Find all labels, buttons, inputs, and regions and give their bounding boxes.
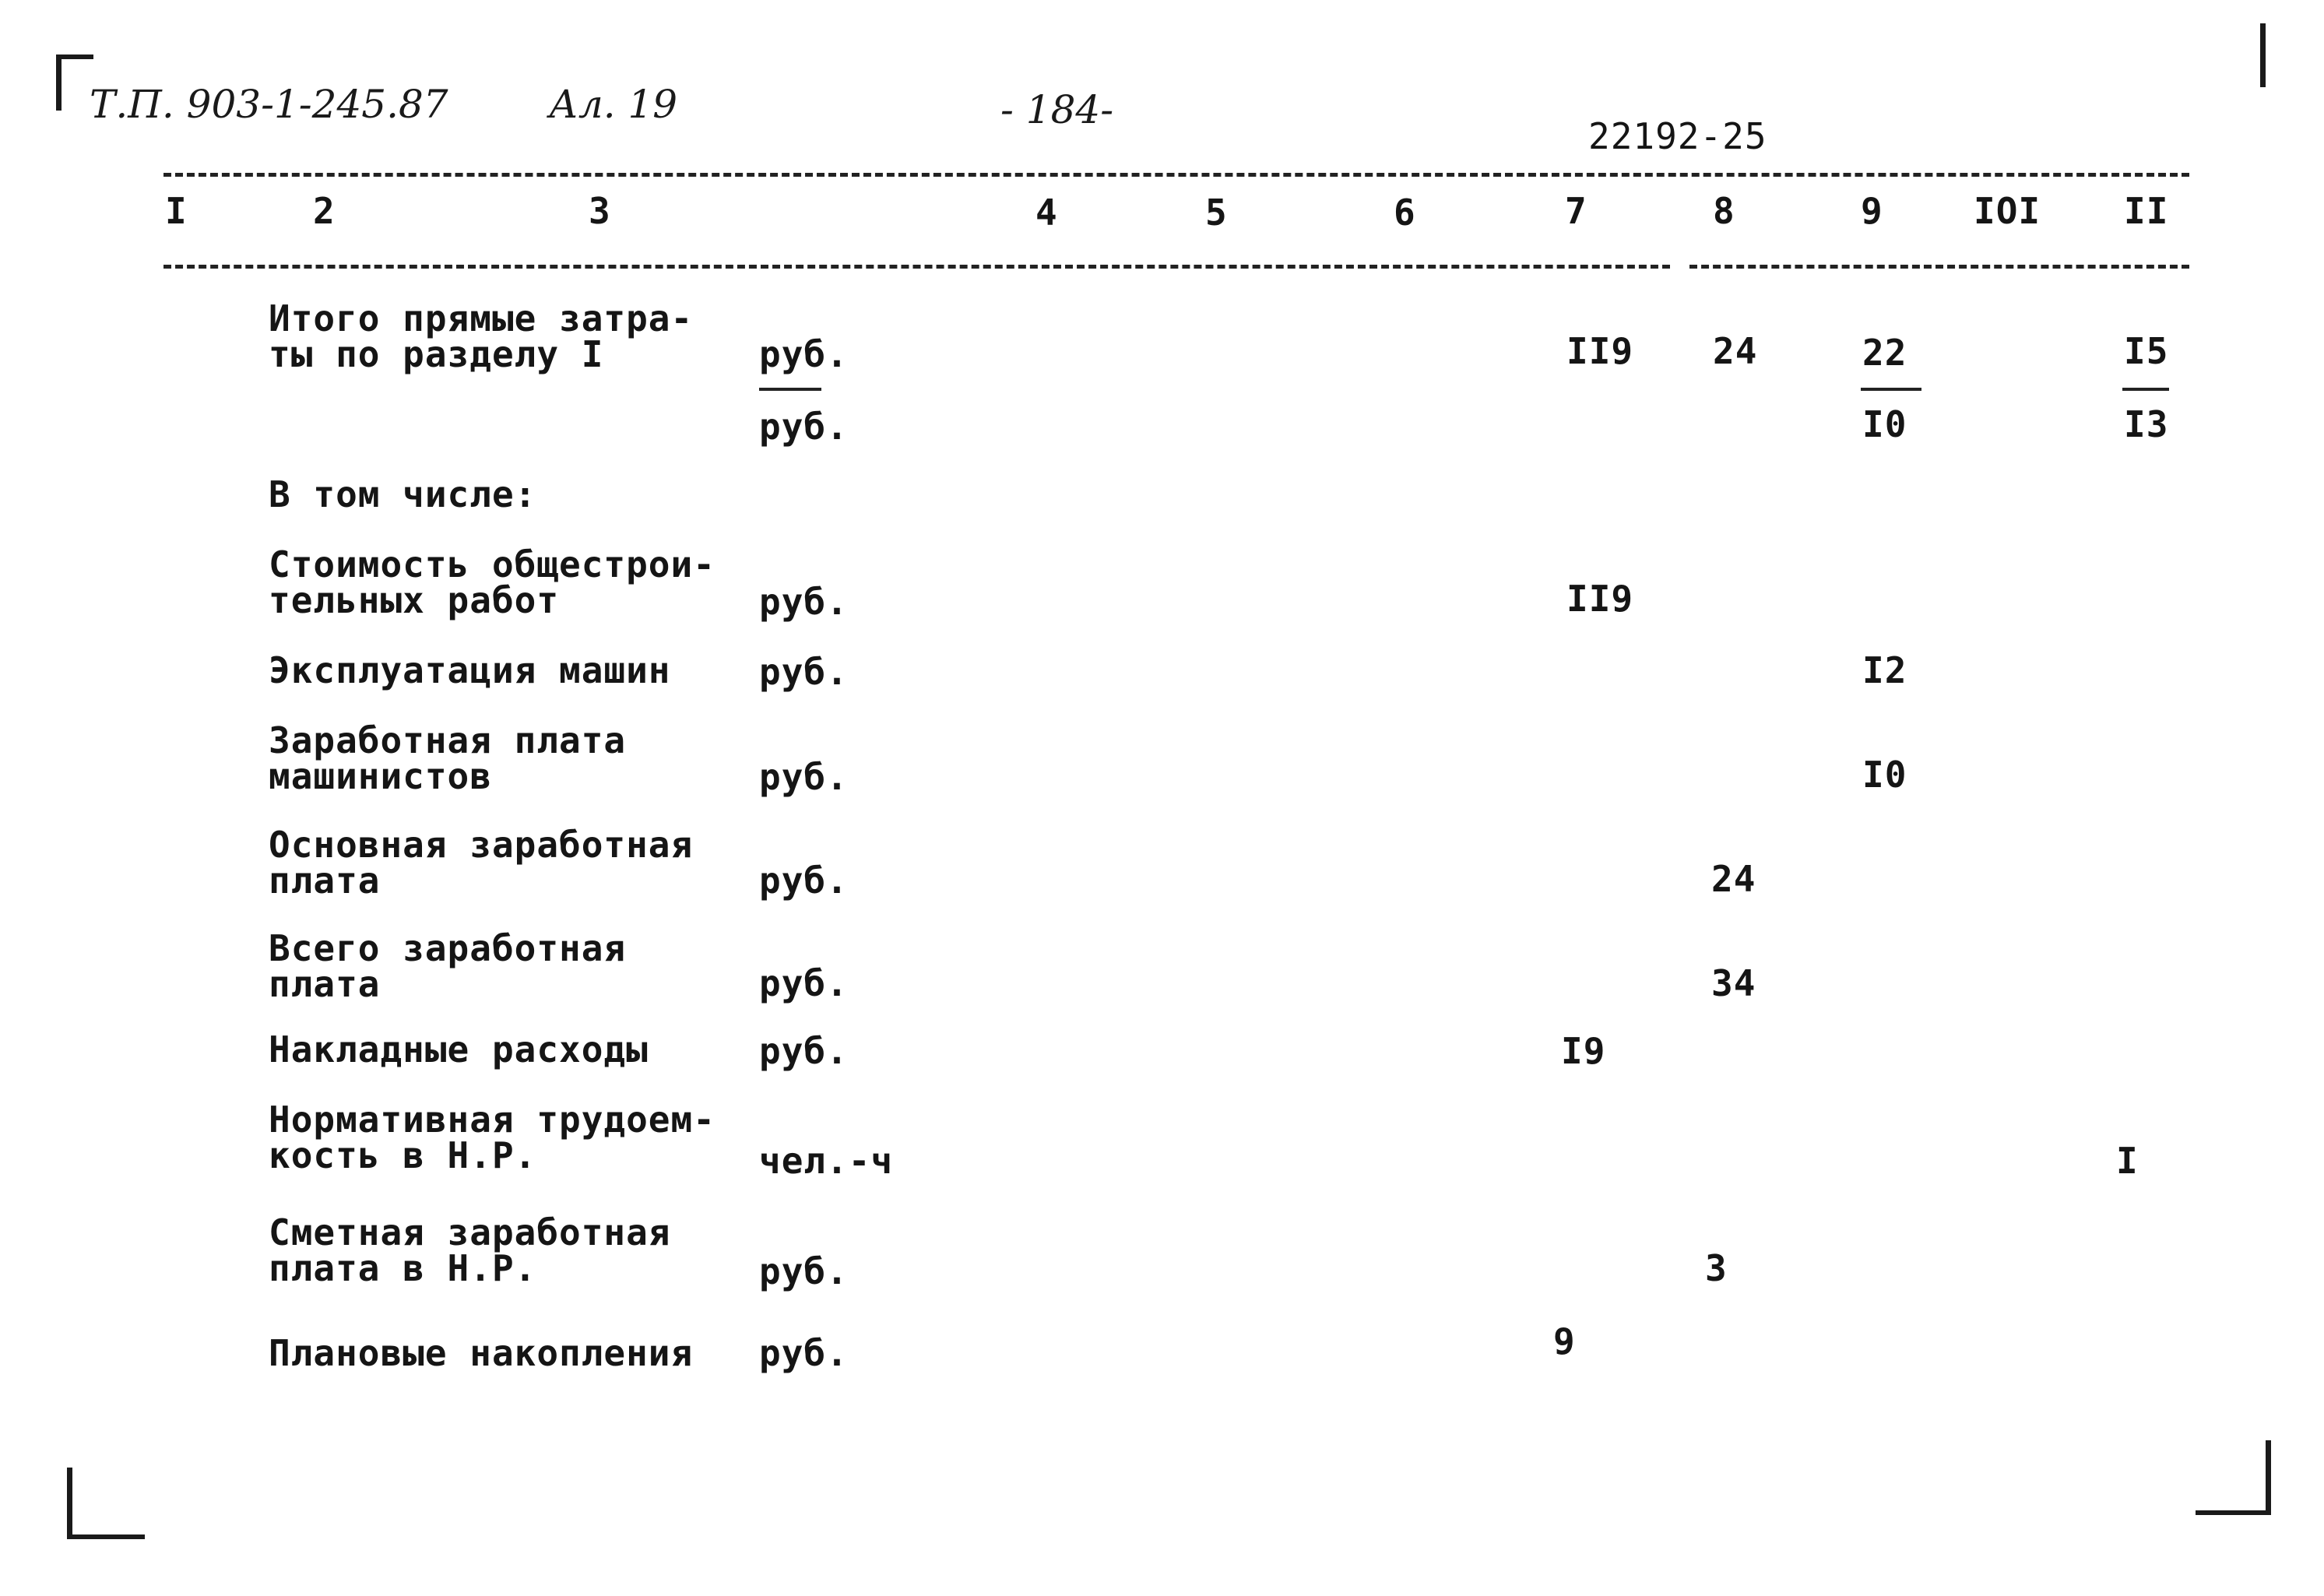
col-11-fraction-bar	[2122, 388, 2169, 391]
column-header: 7	[1565, 190, 1587, 232]
column-header: 4	[1035, 192, 1058, 234]
cell-col-11-denominator: I3	[2124, 403, 2169, 445]
cell-col-11: I5	[2124, 330, 2169, 372]
column-header: I	[165, 190, 188, 232]
cell-col-8: 24	[1713, 330, 1758, 372]
table-header-rule-right	[1689, 265, 2189, 269]
row-unit: руб.	[759, 1250, 849, 1292]
row-unit: руб.	[759, 1030, 849, 1072]
cell-col-11: I	[2116, 1140, 2139, 1182]
corner-mark-bottom-right	[2266, 1440, 2271, 1514]
table-header-rule-left	[163, 265, 1670, 269]
row-label: Накладные расходы	[269, 1028, 649, 1070]
cell-col-7: II9	[1566, 330, 1634, 372]
column-header: 6	[1394, 192, 1416, 234]
row-unit: руб.	[759, 651, 849, 693]
row-unit: руб.	[759, 962, 849, 1004]
row-unit: руб.	[759, 756, 849, 798]
row-label: Эксплуатация машин	[269, 649, 671, 691]
row-label: Итого прямые затра- ты по разделу I	[269, 297, 694, 375]
document-reference: Т.П. 903-1-245.87	[90, 82, 448, 127]
document-code: 22192-25	[1588, 115, 1767, 157]
corner-mark-top-left	[56, 54, 62, 111]
column-header: 3	[589, 190, 611, 232]
corner-mark-top-left	[56, 54, 93, 59]
cell-col-7: 9	[1553, 1320, 1576, 1362]
corner-mark-top-right	[2260, 23, 2266, 87]
cell-col-8: 3	[1705, 1247, 1728, 1289]
row-label: Основная заработная плата	[269, 824, 694, 902]
unit-fraction-bar	[759, 388, 821, 391]
section-heading: В том числе:	[269, 473, 537, 515]
row-unit: руб.	[759, 581, 849, 623]
row-label: Заработная плата машинистов	[269, 719, 627, 797]
column-header: 2	[313, 190, 336, 232]
row-label: Плановые накопления	[269, 1332, 694, 1374]
page-number: - 184-	[1000, 87, 1114, 132]
cell-col-7: I9	[1561, 1030, 1606, 1072]
cell-col-7: II9	[1566, 578, 1634, 620]
cell-col-9: I2	[1862, 649, 1907, 691]
corner-mark-bottom-right	[2196, 1510, 2271, 1515]
row-label: Всего заработная плата	[269, 927, 627, 1005]
table-top-rule	[163, 173, 2189, 177]
cell-col-9: I0	[1862, 754, 1907, 796]
corner-mark-bottom-left	[67, 1534, 145, 1539]
album-number: Ал. 19	[549, 82, 678, 127]
corner-mark-bottom-left	[67, 1468, 72, 1539]
column-header: 8	[1713, 190, 1735, 232]
row-label: Сметная заработная плата в Н.Р.	[269, 1211, 671, 1289]
cell-col-9-denominator: I0	[1862, 403, 1907, 445]
row-unit-denominator: руб.	[759, 406, 849, 448]
row-label: Нормативная трудоем- кость в Н.Р.	[269, 1099, 715, 1176]
col-9-fraction-bar	[1861, 388, 1921, 391]
column-header: II	[2124, 190, 2169, 232]
row-unit: руб.	[759, 333, 849, 375]
column-header: 5	[1205, 192, 1228, 234]
row-unit: руб.	[759, 860, 849, 902]
cell-col-9: 22	[1862, 332, 1907, 374]
row-label: Стоимость общестрои- тельных работ	[269, 543, 715, 621]
column-header: IOI	[1974, 190, 2041, 232]
cell-col-8: 24	[1711, 858, 1756, 900]
column-header: 9	[1861, 190, 1883, 232]
cell-col-8: 34	[1711, 962, 1756, 1004]
row-unit: чел.-ч	[759, 1140, 894, 1182]
row-unit: руб.	[759, 1332, 849, 1374]
